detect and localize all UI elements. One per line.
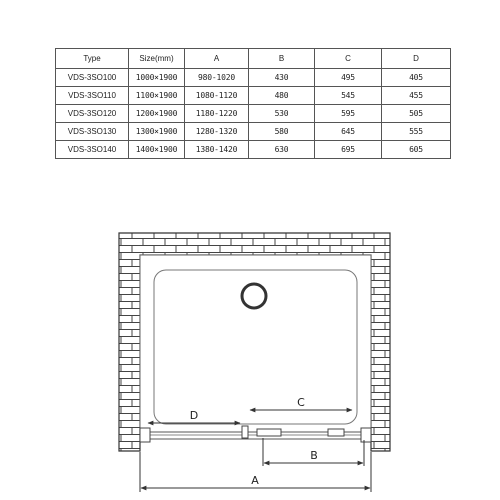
cell-b: 530	[249, 105, 315, 123]
cell-c: 595	[315, 105, 382, 123]
cell-b: 480	[249, 87, 315, 105]
cell-size: 1100×1900	[129, 87, 185, 105]
cell-size: 1200×1900	[129, 105, 185, 123]
column-header-d: D	[382, 49, 451, 69]
cell-d: 505	[382, 105, 451, 123]
cell-a: 1180-1220	[185, 105, 249, 123]
cell-c: 695	[315, 141, 382, 159]
dimension-a	[140, 452, 371, 492]
cell-type: VDS-3SO110	[56, 87, 129, 105]
cell-c: 645	[315, 123, 382, 141]
cell-type: VDS-3SO120	[56, 105, 129, 123]
cell-b: 630	[249, 141, 315, 159]
drain-icon	[242, 284, 266, 308]
column-header-c: C	[315, 49, 382, 69]
column-header-size: Size(mm)	[129, 49, 185, 69]
cell-type: VDS-3SO140	[56, 141, 129, 159]
cell-type: VDS-3SO100	[56, 69, 129, 87]
cell-c: 495	[315, 69, 382, 87]
column-header-type: Type	[56, 49, 129, 69]
cell-a: 980-1020	[185, 69, 249, 87]
cell-a: 1280-1320	[185, 123, 249, 141]
label-a: A	[251, 474, 259, 487]
column-header-b: B	[249, 49, 315, 69]
dimension-b	[263, 438, 364, 466]
label-b: B	[310, 449, 318, 462]
column-header-a: A	[185, 49, 249, 69]
shower-tray	[140, 255, 371, 436]
cell-size: 1400×1900	[129, 141, 185, 159]
cell-a: 1380-1420	[185, 141, 249, 159]
cell-d: 455	[382, 87, 451, 105]
cell-size: 1000×1900	[129, 69, 185, 87]
cell-a: 1080-1120	[185, 87, 249, 105]
cell-d: 555	[382, 123, 451, 141]
cell-b: 580	[249, 123, 315, 141]
cell-b: 430	[249, 69, 315, 87]
cell-c: 545	[315, 87, 382, 105]
cell-d: 405	[382, 69, 451, 87]
label-c: C	[297, 396, 305, 409]
cell-type: VDS-3SO130	[56, 123, 129, 141]
cell-d: 605	[382, 141, 451, 159]
cell-size: 1300×1900	[129, 123, 185, 141]
label-d: D	[189, 409, 199, 422]
